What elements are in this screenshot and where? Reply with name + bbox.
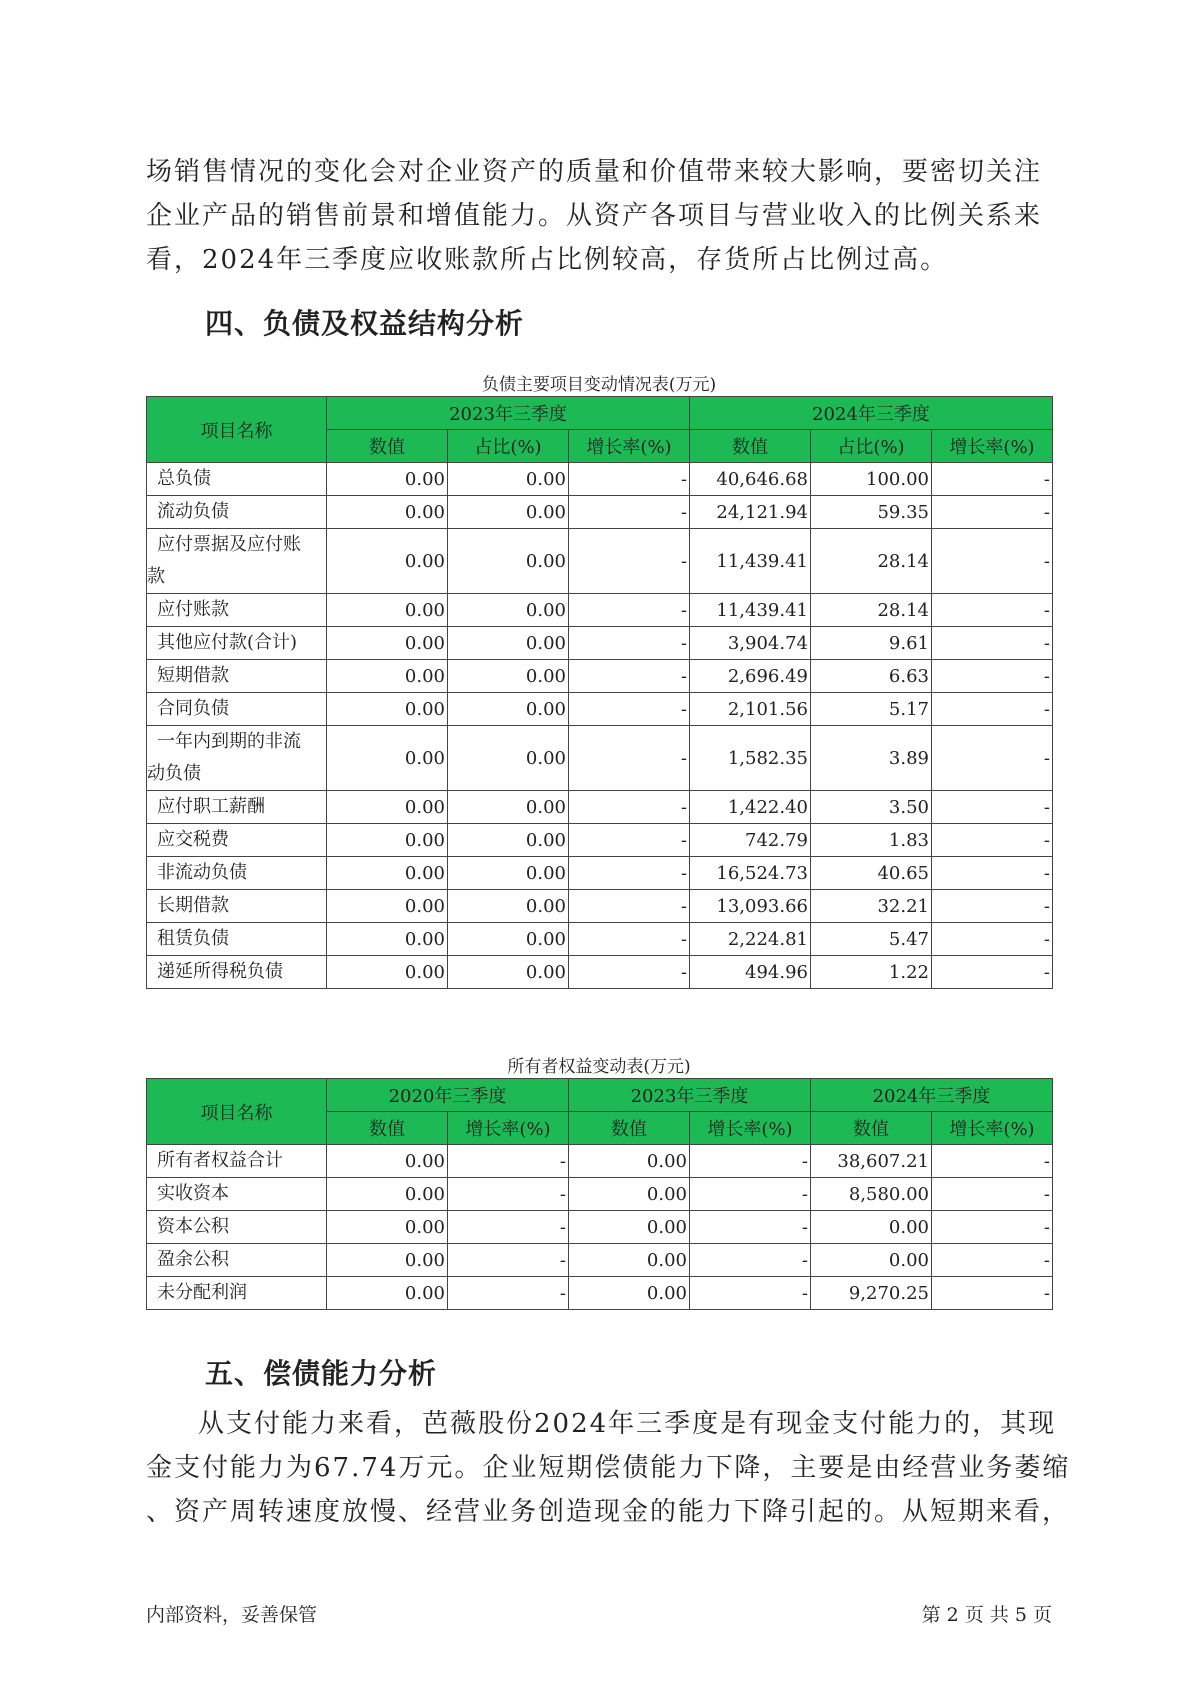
row-item-name: 总负债 [147, 463, 327, 496]
growth-cell: - [569, 529, 690, 594]
growth-cell: - [569, 463, 690, 496]
col-header-growth: 增长率(%) [569, 430, 690, 463]
growth-cell: - [569, 890, 690, 923]
intro-line: 看，2024年三季度应收账款所占比例较高，存货所占比例过高。 [146, 245, 949, 275]
value-cell: 0.00 [569, 1244, 690, 1277]
footer-page-number: 第 2 页 共 5 页 [921, 1604, 1052, 1626]
growth-cell: - [448, 1145, 569, 1178]
col-header-growth: 增长率(%) [932, 430, 1053, 463]
paragraph-line: 金支付能力为67.74万元。企业短期偿债能力下降，主要是由经营业务萎缩 [146, 1453, 1071, 1483]
table-row [147, 594, 1053, 627]
growth-cell: - [932, 1178, 1053, 1211]
section-5-paragraph [146, 1402, 1071, 1534]
share-cell: 28.14 [811, 594, 932, 627]
growth-cell: - [569, 496, 690, 529]
col-header-growth: 增长率(%) [690, 1112, 811, 1145]
value-cell: 0.00 [569, 1178, 690, 1211]
growth-cell: - [932, 1277, 1053, 1310]
table-row [147, 956, 1053, 989]
share-cell: 0.00 [448, 791, 569, 824]
share-cell: 9.61 [811, 627, 932, 660]
col-header-value: 数值 [569, 1112, 690, 1145]
col-header-value: 数值 [327, 430, 448, 463]
value-cell: 0.00 [327, 463, 448, 496]
col-header-item-name: 项目名称 [147, 1079, 327, 1145]
table-row [147, 693, 1053, 726]
growth-cell: - [690, 1145, 811, 1178]
growth-cell: - [569, 857, 690, 890]
value-cell: 0.00 [327, 890, 448, 923]
col-header-period: 2024年三季度 [690, 397, 1053, 430]
value-cell: 0.00 [327, 1277, 448, 1310]
row-item-name-line: 动负债 [147, 763, 201, 784]
share-cell: 32.21 [811, 890, 932, 923]
row-item-name: 应付职工薪酬 [147, 791, 327, 824]
value-cell: 0.00 [327, 594, 448, 627]
share-cell: 5.47 [811, 923, 932, 956]
row-item-name: 应交税费 [147, 824, 327, 857]
col-header-growth: 增长率(%) [448, 1112, 569, 1145]
growth-cell: - [569, 726, 690, 791]
table-row [147, 1211, 1053, 1244]
value-cell: 494.96 [690, 956, 811, 989]
growth-cell: - [932, 627, 1053, 660]
value-cell: 2,101.56 [690, 693, 811, 726]
share-cell: 0.00 [448, 923, 569, 956]
col-header-period: 2023年三季度 [569, 1079, 811, 1112]
value-cell: 8,580.00 [811, 1178, 932, 1211]
table-row [147, 923, 1053, 956]
value-cell: 0.00 [327, 726, 448, 791]
share-cell: 0.00 [448, 956, 569, 989]
growth-cell: - [932, 1244, 1053, 1277]
row-item-name: 流动负债 [147, 496, 327, 529]
row-item-name: 短期借款 [147, 660, 327, 693]
growth-cell: - [569, 627, 690, 660]
growth-cell: - [569, 791, 690, 824]
col-header-value: 数值 [811, 1112, 932, 1145]
share-cell: 3.50 [811, 791, 932, 824]
row-item-name-line: 应付票据及应付账 [157, 534, 301, 555]
table-row [147, 529, 1053, 594]
growth-cell: - [569, 660, 690, 693]
value-cell: 24,121.94 [690, 496, 811, 529]
row-item-name-line: 款 [147, 566, 165, 587]
row-item-name: 非流动负债 [147, 857, 327, 890]
share-cell: 0.00 [448, 890, 569, 923]
value-cell: 40,646.68 [690, 463, 811, 496]
value-cell: 0.00 [569, 1145, 690, 1178]
table-row [147, 824, 1053, 857]
growth-cell: - [932, 956, 1053, 989]
value-cell: 0.00 [327, 1178, 448, 1211]
row-item-name: 未分配利润 [147, 1277, 327, 1310]
growth-cell: - [448, 1211, 569, 1244]
row-item-name: 所有者权益合计 [147, 1145, 327, 1178]
value-cell: 0.00 [327, 791, 448, 824]
share-cell: 100.00 [811, 463, 932, 496]
table-row [147, 463, 1053, 496]
col-header-value: 数值 [690, 430, 811, 463]
growth-cell: - [932, 463, 1053, 496]
growth-cell: - [569, 594, 690, 627]
share-cell: 3.89 [811, 726, 932, 791]
share-cell: 0.00 [448, 857, 569, 890]
equity-table [146, 1078, 1053, 1310]
share-cell: 5.17 [811, 693, 932, 726]
value-cell: 0.00 [327, 824, 448, 857]
value-cell: 1,422.40 [690, 791, 811, 824]
table-row [147, 496, 1053, 529]
table-row [147, 1178, 1053, 1211]
growth-cell: - [569, 923, 690, 956]
value-cell: 0.00 [569, 1277, 690, 1310]
row-item-name: 租赁负债 [147, 923, 327, 956]
row-item-name: 递延所得税负债 [147, 956, 327, 989]
growth-cell: - [932, 1211, 1053, 1244]
growth-cell: - [932, 791, 1053, 824]
debt-table-caption: 负债主要项目变动情况表(万元) [481, 375, 717, 395]
row-item-name [147, 726, 327, 791]
intro-line: 企业产品的销售前景和增值能力。从资产各项目与营业收入的比例关系来 [146, 201, 1043, 231]
growth-cell: - [932, 660, 1053, 693]
value-cell: 0.00 [327, 1244, 448, 1277]
footer-confidential-note: 内部资料，妥善保管 [146, 1604, 318, 1626]
intro-line: 场销售情况的变化会对企业资产的质量和价值带来较大影响，要密切关注 [146, 157, 1043, 187]
value-cell: 0.00 [569, 1211, 690, 1244]
table-row [147, 890, 1053, 923]
share-cell: 0.00 [448, 693, 569, 726]
table-row [147, 1244, 1053, 1277]
value-cell: 0.00 [327, 1145, 448, 1178]
growth-cell: - [932, 824, 1053, 857]
value-cell: 0.00 [327, 627, 448, 660]
table-row [147, 1145, 1053, 1178]
table-row [147, 791, 1053, 824]
paragraph-line: 从支付能力来看，芭薇股份2024年三季度是有现金支付能力的，其现 [198, 1409, 1057, 1439]
equity-table-caption: 所有者权益变动表(万元) [507, 1057, 691, 1077]
growth-cell: - [690, 1277, 811, 1310]
table-row [147, 660, 1053, 693]
col-header-period: 2020年三季度 [327, 1079, 569, 1112]
growth-cell: - [932, 890, 1053, 923]
section-5-heading: 五、偿债能力分析 [205, 1357, 438, 1390]
value-cell: 1,582.35 [690, 726, 811, 791]
growth-cell: - [932, 726, 1053, 791]
col-header-value: 数值 [327, 1112, 448, 1145]
value-cell: 0.00 [811, 1244, 932, 1277]
row-item-name-line: 一年内到期的非流 [157, 731, 301, 752]
value-cell: 3,904.74 [690, 627, 811, 660]
row-item-name [147, 529, 327, 594]
growth-cell: - [690, 1244, 811, 1277]
value-cell: 2,696.49 [690, 660, 811, 693]
value-cell: 0.00 [327, 693, 448, 726]
value-cell: 0.00 [327, 857, 448, 890]
table-row [147, 857, 1053, 890]
section-4-heading: 四、负债及权益结构分析 [205, 307, 525, 340]
growth-cell: - [690, 1178, 811, 1211]
row-item-name: 长期借款 [147, 890, 327, 923]
share-cell: 0.00 [448, 726, 569, 791]
growth-cell: - [932, 529, 1053, 594]
col-header-share: 占比(%) [448, 430, 569, 463]
growth-cell: - [932, 857, 1053, 890]
growth-cell: - [448, 1277, 569, 1310]
col-header-share: 占比(%) [811, 430, 932, 463]
row-item-name: 资本公积 [147, 1211, 327, 1244]
col-header-period: 2023年三季度 [327, 397, 690, 430]
share-cell: 40.65 [811, 857, 932, 890]
row-item-name: 应付账款 [147, 594, 327, 627]
growth-cell: - [448, 1244, 569, 1277]
share-cell: 0.00 [448, 594, 569, 627]
table-row [147, 1277, 1053, 1310]
value-cell: 38,607.21 [811, 1145, 932, 1178]
growth-cell: - [932, 594, 1053, 627]
share-cell: 0.00 [448, 529, 569, 594]
value-cell: 0.00 [327, 660, 448, 693]
intro-paragraph [146, 150, 1046, 282]
share-cell: 0.00 [448, 824, 569, 857]
share-cell: 0.00 [448, 463, 569, 496]
row-item-name: 其他应付款(合计) [147, 627, 327, 660]
value-cell: 0.00 [327, 529, 448, 594]
share-cell: 59.35 [811, 496, 932, 529]
value-cell: 2,224.81 [690, 923, 811, 956]
growth-cell: - [448, 1178, 569, 1211]
growth-cell: - [690, 1211, 811, 1244]
col-header-growth: 增长率(%) [932, 1112, 1053, 1145]
value-cell: 0.00 [327, 923, 448, 956]
value-cell: 9,270.25 [811, 1277, 932, 1310]
share-cell: 0.00 [448, 660, 569, 693]
value-cell: 742.79 [690, 824, 811, 857]
share-cell: 1.22 [811, 956, 932, 989]
value-cell: 11,439.41 [690, 594, 811, 627]
value-cell: 13,093.66 [690, 890, 811, 923]
paragraph-line: 、资产周转速度放慢、经营业务创造现金的能力下降引起的。从短期来看， [146, 1497, 1071, 1527]
growth-cell: - [932, 923, 1053, 956]
share-cell: 6.63 [811, 660, 932, 693]
growth-cell: - [932, 496, 1053, 529]
value-cell: 11,439.41 [690, 529, 811, 594]
col-header-item-name: 项目名称 [147, 397, 327, 463]
growth-cell: - [932, 1145, 1053, 1178]
share-cell: 0.00 [448, 496, 569, 529]
share-cell: 28.14 [811, 529, 932, 594]
value-cell: 0.00 [811, 1211, 932, 1244]
value-cell: 0.00 [327, 496, 448, 529]
growth-cell: - [569, 956, 690, 989]
table-row [147, 726, 1053, 791]
growth-cell: - [569, 693, 690, 726]
table-row [147, 627, 1053, 660]
share-cell: 1.83 [811, 824, 932, 857]
value-cell: 0.00 [327, 1211, 448, 1244]
share-cell: 0.00 [448, 627, 569, 660]
growth-cell: - [569, 824, 690, 857]
value-cell: 16,524.73 [690, 857, 811, 890]
debt-table [146, 396, 1053, 989]
row-item-name: 实收资本 [147, 1178, 327, 1211]
col-header-period: 2024年三季度 [811, 1079, 1053, 1112]
row-item-name: 盈余公积 [147, 1244, 327, 1277]
growth-cell: - [932, 693, 1053, 726]
value-cell: 0.00 [327, 956, 448, 989]
row-item-name: 合同负债 [147, 693, 327, 726]
